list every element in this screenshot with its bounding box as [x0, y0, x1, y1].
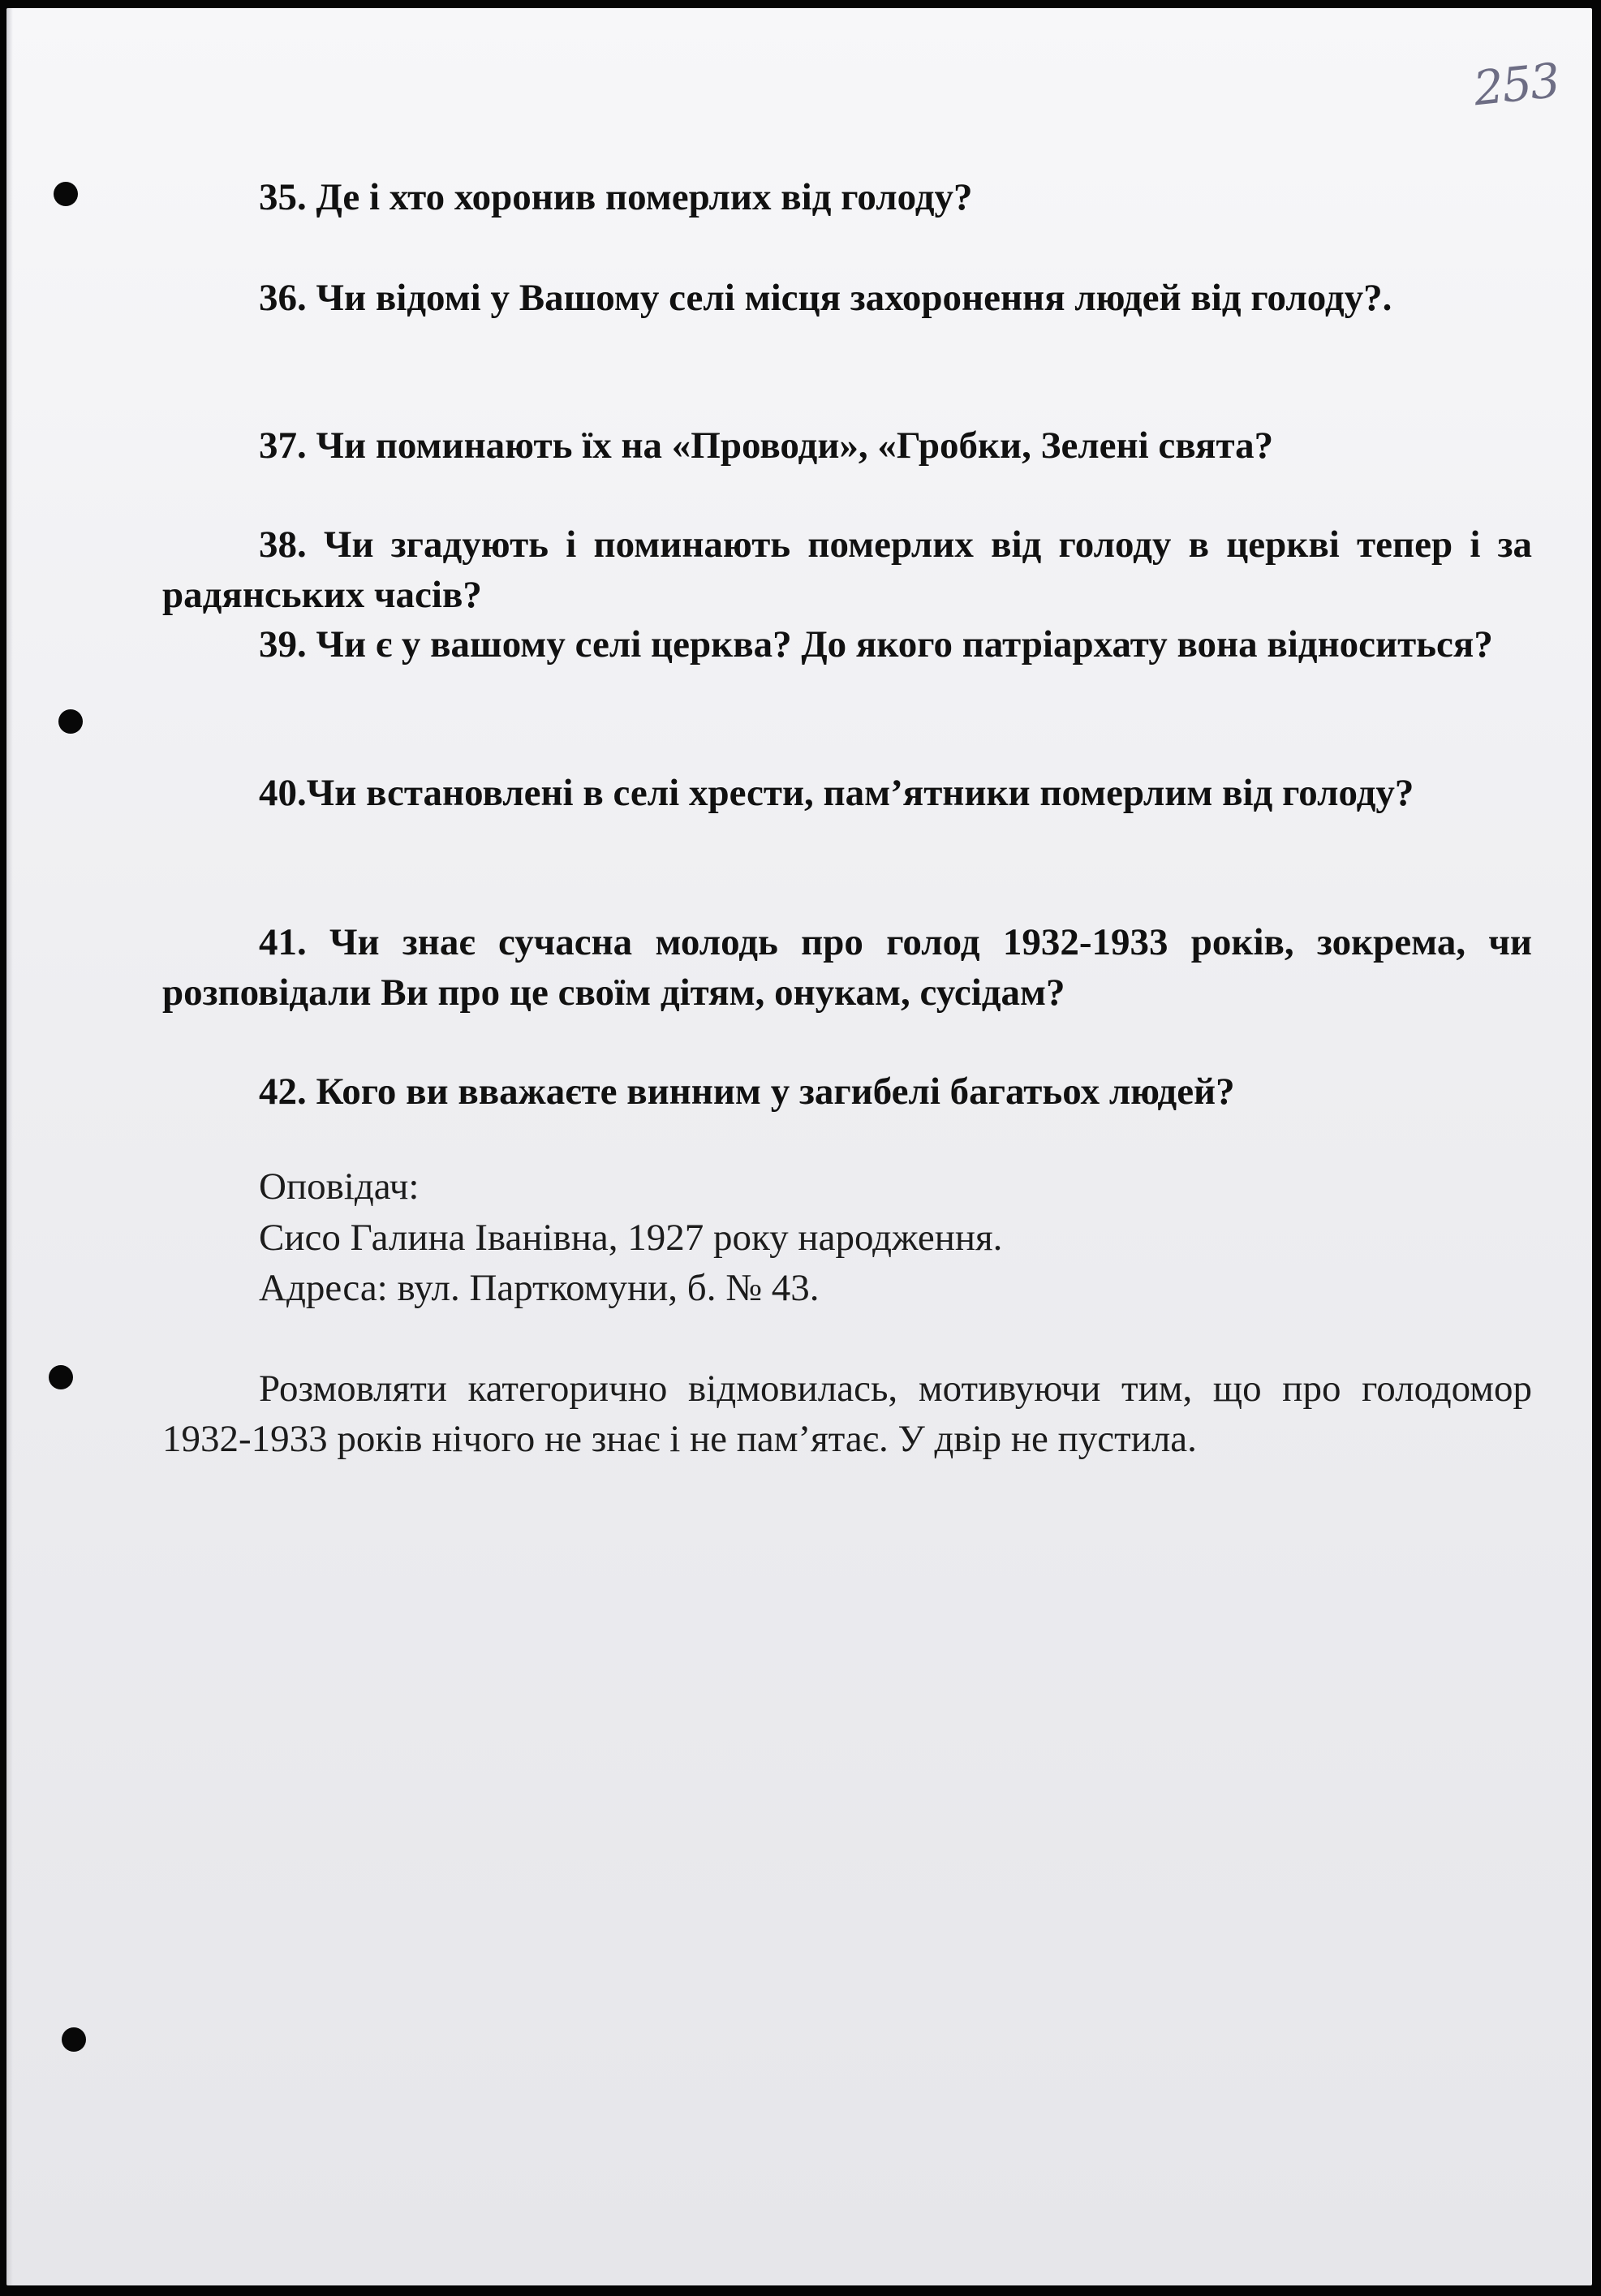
- narrator-name: Сисо Галина Іванівна, 1927 року народження.: [259, 1217, 1003, 1259]
- question-38: 38. Чи згадують і поминають померлих від голоду в церкві тепер і за радянських часів?: [162, 523, 1532, 616]
- question-36: 36. Чи відомі у Вашому селі місця захоронення людей від голоду?.: [259, 277, 1392, 319]
- interview-note: Розмовляти категорично відмовилась, мотивуючи тим, що про голодомор 1932-1933 років нічого не знає і не пам’ятає. У двір не пустила.: [162, 1368, 1532, 1460]
- page-edge-shadow: [6, 8, 13, 2285]
- punch-hole: [49, 1365, 73, 1389]
- question-35: 35. Де і хто хоронив померлих від голоду?: [259, 176, 973, 218]
- narrator-address: Адреса: вул. Парткомуни, б. № 43.: [259, 1267, 820, 1309]
- punch-hole: [62, 2027, 86, 2052]
- handwritten-page-number: 253: [1470, 52, 1561, 117]
- question-40: 40.Чи встановлені в селі хрести, пам’ятники померлим від голоду?: [259, 772, 1414, 814]
- question-41: 41. Чи знає сучасна молодь про голод 1932-1933 років, зокрема, чи розповідали Ви про це своїм дітям, онукам, сусідам?: [162, 921, 1532, 1014]
- question-39: 39. Чи є у вашому селі церква? До якого патріархату вона відноситься?: [259, 623, 1493, 666]
- punch-hole: [58, 709, 83, 734]
- punch-hole: [54, 182, 78, 206]
- question-42: 42. Кого ви вважаєте винним у загибелі багатьох людей?: [259, 1070, 1235, 1113]
- question-37: 37. Чи поминають їх на «Проводи», «Гробки, Зелені свята?: [259, 424, 1274, 467]
- document-page: [6, 8, 1592, 2285]
- narrator-heading: Оповідач:: [259, 1165, 420, 1208]
